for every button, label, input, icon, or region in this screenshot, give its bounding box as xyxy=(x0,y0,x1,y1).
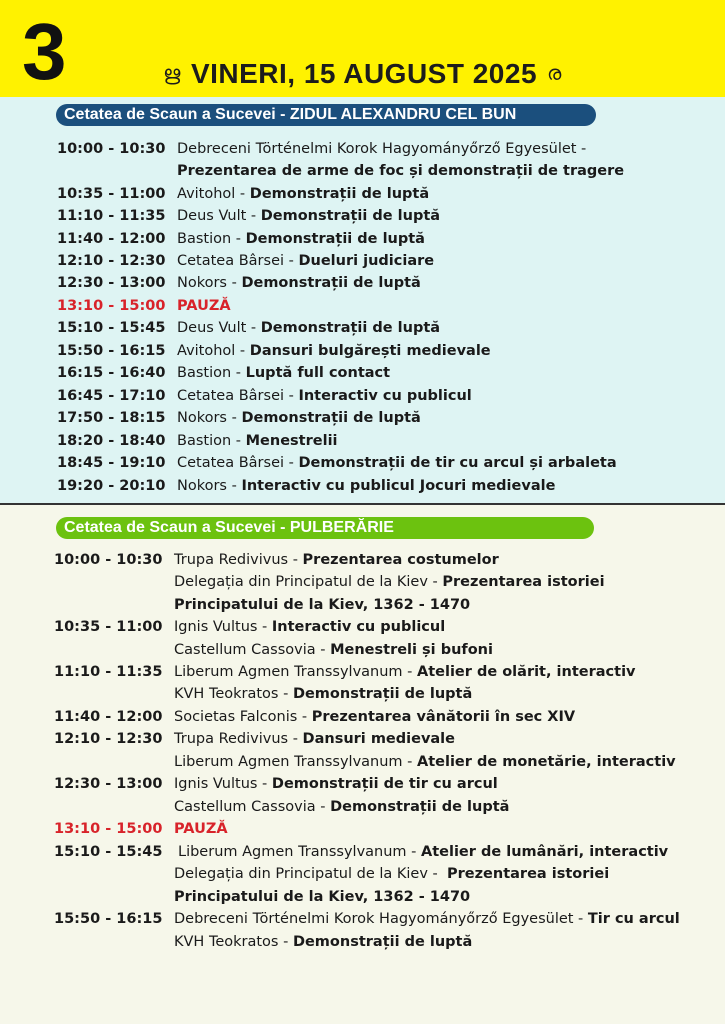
activity-title: Dansuri medievale xyxy=(302,731,455,747)
activity-title: Prezentarea costumelor xyxy=(302,552,499,568)
activity xyxy=(174,616,445,638)
activity xyxy=(174,594,470,616)
separator: - xyxy=(288,731,303,747)
activity xyxy=(177,385,472,407)
group-name: KVH Teokratos xyxy=(174,686,279,702)
activity-title: Atelier de monetărie, interactiv xyxy=(417,754,676,770)
separator: - xyxy=(284,253,299,269)
section-title-zidul: Cetatea de Scaun a Sucevei - ZIDUL ALEXANDRU CEL BUN xyxy=(56,104,596,126)
group-name: Avitohol xyxy=(177,343,236,359)
time-slot: 17:50 - 18:15 xyxy=(57,410,166,426)
separator: - xyxy=(402,754,417,770)
pause-label: PAUZĂ xyxy=(174,821,228,837)
time-slot: 10:35 - 11:00 xyxy=(54,619,163,635)
activity xyxy=(177,295,231,317)
activity xyxy=(174,908,680,930)
ornament-right-icon: ര xyxy=(547,63,562,85)
activity-title: Prezentarea vânătorii în sec XIV xyxy=(311,709,576,725)
group-name: Nokors xyxy=(177,275,227,291)
activity xyxy=(174,683,472,705)
group-name: Societas Falconis xyxy=(174,709,298,725)
group-name: Delegația din Principatul de la Kiev xyxy=(174,574,428,590)
time-slot: 16:45 - 17:10 xyxy=(57,388,166,404)
time-slot: 11:10 - 11:35 xyxy=(54,664,163,680)
time-slot: 13:10 - 15:00 xyxy=(57,298,166,314)
separator: - xyxy=(227,275,242,291)
group-name: Trupa Redivivus xyxy=(174,552,289,568)
time-slot: 13:10 - 15:00 xyxy=(54,821,163,837)
activity-title: Prezentarea de arme de foc și demonstrații de tragere xyxy=(177,163,625,179)
page-number: 3 xyxy=(22,7,67,96)
activity xyxy=(174,639,493,661)
group-name: Cetatea Bârsei xyxy=(177,455,285,471)
separator: - xyxy=(402,664,417,680)
activity-title: Demonstrații de luptă xyxy=(260,320,441,336)
activity-title: Tir cu arcul xyxy=(587,911,680,927)
activity xyxy=(177,475,555,497)
separator: - xyxy=(235,343,250,359)
time-slot: 15:10 - 15:45 xyxy=(54,844,163,860)
separator: - xyxy=(231,433,246,449)
separator: - xyxy=(284,388,299,404)
time-slot: 10:00 - 10:30 xyxy=(54,552,163,568)
activity xyxy=(174,751,676,773)
activity xyxy=(174,886,470,908)
activity-title: Menestreli și bufoni xyxy=(330,642,493,658)
group-name: Cetatea Bârsei xyxy=(177,388,285,404)
date-heading xyxy=(0,57,725,91)
activity xyxy=(174,818,228,840)
group-name: Deus Vult xyxy=(177,320,247,336)
activity xyxy=(174,706,575,728)
activity xyxy=(174,773,498,795)
time-slot: 11:10 - 11:35 xyxy=(57,208,166,224)
activity xyxy=(177,452,617,474)
separator: - xyxy=(278,686,293,702)
group-name: Bastion xyxy=(177,365,232,381)
separator: - xyxy=(297,709,312,725)
group-name: Castellum Cassovia xyxy=(174,642,316,658)
separator: - xyxy=(278,934,293,950)
activity xyxy=(177,317,440,339)
time-slot: 10:00 - 10:30 xyxy=(57,141,166,157)
activity xyxy=(177,138,591,160)
activity xyxy=(174,728,455,750)
activity-title: Demonstrații de luptă xyxy=(292,686,473,702)
group-name: Ignis Vultus xyxy=(174,776,258,792)
separator: - xyxy=(315,799,331,815)
group-name: Nokors xyxy=(177,410,227,426)
group-name: Bastion xyxy=(177,433,232,449)
group-name: Liberum Agmen Transsylvanum xyxy=(174,664,403,680)
activity-title: Demonstrații de luptă xyxy=(260,208,441,224)
activity-title: Demonstrații de luptă xyxy=(241,410,421,426)
separator: - xyxy=(427,574,443,590)
activity xyxy=(177,407,421,429)
activity xyxy=(177,362,390,384)
activity-title: Principatului de la Kiev, 1362 - 1470 xyxy=(174,597,471,613)
group-name: Debreceni Történelmi Korok Hagyományőrző Egyesület xyxy=(177,141,577,157)
activity xyxy=(177,205,440,227)
activity-title: Demonstrații de luptă xyxy=(241,275,421,291)
activity-title: Demonstrații de luptă xyxy=(292,934,473,950)
separator: - xyxy=(227,410,242,426)
separator: - xyxy=(235,186,250,202)
activity-title: Interactiv cu publicul xyxy=(271,619,446,635)
activity-title: Prezentarea istoriei xyxy=(447,866,610,882)
activity xyxy=(174,863,609,885)
time-slot: 12:30 - 13:00 xyxy=(54,776,163,792)
time-slot: 15:50 - 16:15 xyxy=(54,911,163,927)
activity xyxy=(174,549,499,571)
time-slot: 12:30 - 13:00 xyxy=(57,275,166,291)
activity-title: Demonstrații de tir cu arcul xyxy=(271,776,498,792)
time-slot: 11:40 - 12:00 xyxy=(54,709,163,725)
activity xyxy=(177,228,425,250)
separator: - xyxy=(231,365,246,381)
group-name: KVH Teokratos xyxy=(174,934,279,950)
separator: - xyxy=(231,231,246,247)
group-name: Delegația din Principatul de la Kiev xyxy=(174,866,428,882)
time-slot: 18:45 - 19:10 xyxy=(57,455,166,471)
time-slot: 15:10 - 15:45 xyxy=(57,320,166,336)
separator: - xyxy=(257,619,272,635)
group-name: Castellum Cassovia xyxy=(174,799,316,815)
separator: - xyxy=(257,776,272,792)
activity-title: Demonstrații de luptă xyxy=(245,231,425,247)
separator: - xyxy=(246,208,261,224)
time-slot: 15:50 - 16:15 xyxy=(57,343,166,359)
activity xyxy=(177,160,624,182)
separator: - xyxy=(315,642,331,658)
separator: - xyxy=(406,844,421,860)
time-slot: 12:10 - 12:30 xyxy=(54,731,163,747)
group-name: Deus Vult xyxy=(177,208,247,224)
group-name: Cetatea Bârsei xyxy=(177,253,285,269)
separator: - xyxy=(576,141,591,157)
separator: - xyxy=(284,455,299,471)
group-name: Ignis Vultus xyxy=(174,619,258,635)
activity xyxy=(177,250,434,272)
group-name: Liberum Agmen Transsylvanum xyxy=(174,754,403,770)
activity xyxy=(174,571,605,593)
activity-title: Menestrelii xyxy=(245,433,338,449)
activity xyxy=(177,272,421,294)
activity-title: Dansuri bulgărești medievale xyxy=(249,343,491,359)
activity-title: Interactiv cu publicul Jocuri medievale xyxy=(241,478,556,494)
activity xyxy=(174,661,636,683)
activity xyxy=(177,340,491,362)
separator: - xyxy=(573,911,588,927)
time-slot: 18:20 - 18:40 xyxy=(57,433,166,449)
activity-title: Atelier de lumânări, interactiv xyxy=(421,844,669,860)
time-slot: 11:40 - 12:00 xyxy=(57,231,166,247)
time-slot: 10:35 - 11:00 xyxy=(57,186,166,202)
activity-title: Principatului de la Kiev, 1362 - 1470 xyxy=(174,889,471,905)
group-name: Nokors xyxy=(177,478,227,494)
time-slot: 12:10 - 12:30 xyxy=(57,253,166,269)
ornament-left-icon: ഋ xyxy=(163,63,181,85)
activity-title: Interactiv cu publicul xyxy=(298,388,472,404)
activity xyxy=(174,931,472,953)
activity xyxy=(178,841,668,863)
separator: - xyxy=(246,320,261,336)
date-text: VINERI, 15 AUGUST 2025 xyxy=(190,58,538,89)
activity-title: Demonstrații de luptă xyxy=(330,799,510,815)
activity-title: Atelier de olărit, interactiv xyxy=(417,664,636,680)
activity xyxy=(174,796,509,818)
group-name: Bastion xyxy=(177,231,232,247)
group-name: Debreceni Történelmi Korok Hagyományőrző Egyesület xyxy=(174,911,574,927)
separator: - xyxy=(427,866,447,882)
time-slot: 19:20 - 20:10 xyxy=(57,478,166,494)
group-name: Avitohol xyxy=(177,186,236,202)
section-title-pulberarie: Cetatea de Scaun a Sucevei - PULBERĂRIE xyxy=(56,517,594,539)
group-name: Liberum Agmen Transsylvanum xyxy=(178,844,407,860)
activity xyxy=(177,430,338,452)
time-slot: 16:15 - 16:40 xyxy=(57,365,166,381)
separator: - xyxy=(227,478,242,494)
activity xyxy=(177,183,429,205)
pause-label: PAUZĂ xyxy=(177,298,231,314)
activity-title: Demonstrații de tir cu arcul și arbaleta xyxy=(298,455,617,471)
group-name: Trupa Redivivus xyxy=(174,731,289,747)
activity-title: Luptă full contact xyxy=(245,365,391,381)
activity-title: Dueluri judiciare xyxy=(298,253,435,269)
activity-title: Prezentarea istoriei xyxy=(442,574,605,590)
activity-title: Demonstrații de luptă xyxy=(249,186,430,202)
separator: - xyxy=(288,552,303,568)
